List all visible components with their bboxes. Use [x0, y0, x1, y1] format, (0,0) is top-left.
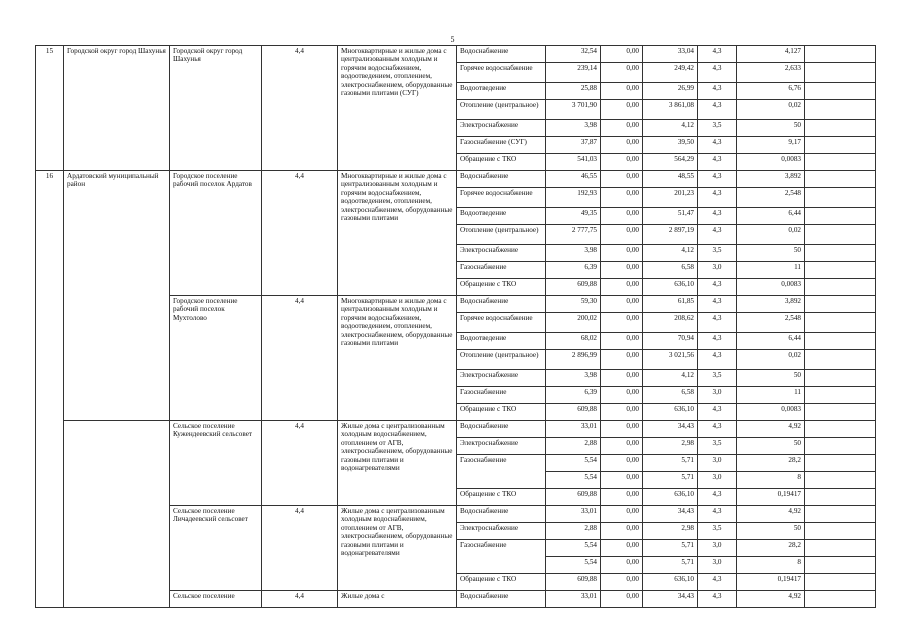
empty-cell [805, 523, 876, 540]
value-cell: 48,55 [643, 171, 698, 188]
settlement-cell: Сельское поселение Кужендеевский сельсовет [170, 421, 262, 506]
value-cell: 0,00 [601, 370, 643, 387]
empty-cell [805, 333, 876, 350]
value-cell: 3 701,90 [546, 100, 601, 120]
value-cell: 5,54 [546, 557, 601, 574]
value-cell: 0,02 [737, 350, 805, 370]
value-cell: 50 [737, 438, 805, 455]
value-cell: 4,3 [698, 225, 737, 245]
value-cell: 5,71 [643, 557, 698, 574]
value-cell: 208,62 [643, 313, 698, 333]
value-cell: 3,0 [698, 557, 737, 574]
value-cell: 2 896,99 [546, 350, 601, 370]
value-cell: 0,00 [601, 333, 643, 350]
value-cell: 3 021,56 [643, 350, 698, 370]
value-cell: 0,00 [601, 208, 643, 225]
empty-cell [805, 455, 876, 472]
value-cell: 4,3 [698, 333, 737, 350]
value-cell: 4,92 [737, 506, 805, 523]
value-cell: 3,5 [698, 120, 737, 137]
value-cell: 3,98 [546, 120, 601, 137]
value-cell: 33,01 [546, 506, 601, 523]
settlement-cell: Сельское поселение Личадеевский сельсовет [170, 506, 262, 591]
value-cell: 6,39 [546, 387, 601, 404]
value-cell: 6,58 [643, 387, 698, 404]
empty-cell [805, 279, 876, 296]
value-cell: 0,00 [601, 591, 643, 608]
value-cell: 249,42 [643, 63, 698, 83]
housing-cell: Многоквартирные и жилые дома с централизованным холодным и горячим водоснабжением, водоотведением, отоплением, электроснабжением, оборудованные газовыми плитами [338, 171, 457, 296]
value-cell: 4,3 [698, 208, 737, 225]
empty-cell [805, 137, 876, 154]
empty-cell [805, 370, 876, 387]
housing-cell: Жилые дома с централизованным холодным водоснабжением, отоплением от АГВ, электроснабжением, оборудованные газовыми плитами и водонагревателями [338, 421, 457, 506]
value-cell: 4,92 [737, 421, 805, 438]
value-cell: 61,85 [643, 296, 698, 313]
value-cell: 0,00 [601, 46, 643, 63]
value-cell: 4,3 [698, 591, 737, 608]
row-number: 15 [36, 46, 64, 171]
service-name: Обращение с ТКО [457, 279, 546, 296]
value-cell: 0,0083 [737, 154, 805, 171]
value-cell: 5,71 [643, 540, 698, 557]
value-cell: 0,00 [601, 63, 643, 83]
value-cell: 4,12 [643, 120, 698, 137]
value-cell: 0,00 [601, 489, 643, 506]
empty-cell [805, 313, 876, 333]
value-cell: 4,3 [698, 279, 737, 296]
value-cell: 0,00 [601, 472, 643, 489]
value-cell: 0,00 [601, 296, 643, 313]
value-cell: 4,3 [698, 489, 737, 506]
empty-cell [805, 421, 876, 438]
value-cell: 6,39 [546, 262, 601, 279]
value-cell: 636,10 [643, 574, 698, 591]
value-cell: 0,0083 [737, 279, 805, 296]
value-cell: 541,03 [546, 154, 601, 171]
value-cell: 6,44 [737, 208, 805, 225]
value-cell: 0,00 [601, 421, 643, 438]
value-cell: 239,14 [546, 63, 601, 83]
value-cell: 4,3 [698, 100, 737, 120]
value-cell: 68,02 [546, 333, 601, 350]
value-cell: 3,0 [698, 387, 737, 404]
empty-cell [805, 404, 876, 421]
value-cell: 0,00 [601, 540, 643, 557]
service-name: Отопление (центральное) [457, 350, 546, 370]
index-cell: 4,4 [262, 506, 338, 591]
service-name: Водоснабжение [457, 171, 546, 188]
value-cell: 50 [737, 370, 805, 387]
value-cell: 4,3 [698, 188, 737, 208]
value-cell: 37,87 [546, 137, 601, 154]
housing-cell: Многоквартирные и жилые дома с централизованным холодным и горячим водоснабжением, водоотведением, отоплением, электроснабжением, оборудованные газовыми плитами (СУГ) [338, 46, 457, 171]
value-cell: 3 861,08 [643, 100, 698, 120]
value-cell: 4,3 [698, 154, 737, 171]
value-cell: 192,93 [546, 188, 601, 208]
value-cell: 0,00 [601, 523, 643, 540]
value-cell: 51,47 [643, 208, 698, 225]
value-cell: 0,00 [601, 154, 643, 171]
value-cell: 609,88 [546, 574, 601, 591]
value-cell: 0,00 [601, 455, 643, 472]
service-name: Электроснабжение [457, 438, 546, 455]
value-cell: 4,3 [698, 421, 737, 438]
value-cell: 33,01 [546, 421, 601, 438]
empty-cell [805, 154, 876, 171]
value-cell: 34,43 [643, 591, 698, 608]
value-cell: 609,88 [546, 404, 601, 421]
value-cell: 2,548 [737, 313, 805, 333]
value-cell: 32,54 [546, 46, 601, 63]
value-cell: 5,54 [546, 455, 601, 472]
index-cell: 4,4 [262, 296, 338, 421]
settlement-cell: Городское поселение рабочий поселок Ардатов [170, 171, 262, 296]
value-cell: 2,548 [737, 188, 805, 208]
empty-cell [805, 506, 876, 523]
value-cell: 4,3 [698, 313, 737, 333]
value-cell: 4,92 [737, 591, 805, 608]
value-cell: 2,88 [546, 438, 601, 455]
empty-cell [805, 387, 876, 404]
index-cell: 4,4 [262, 171, 338, 296]
empty-cell [805, 574, 876, 591]
row-number: 16 [36, 171, 64, 608]
value-cell: 5,71 [643, 455, 698, 472]
settlement-cell: Сельское поселение [170, 591, 262, 608]
page-number: 5 [450, 35, 455, 44]
service-name: Водоснабжение [457, 591, 546, 608]
value-cell: 0,00 [601, 506, 643, 523]
value-cell: 0,00 [601, 387, 643, 404]
value-cell: 0,00 [601, 350, 643, 370]
value-cell: 5,54 [546, 540, 601, 557]
value-cell: 4,3 [698, 574, 737, 591]
value-cell: 49,35 [546, 208, 601, 225]
value-cell: 25,88 [546, 83, 601, 100]
value-cell: 70,94 [643, 333, 698, 350]
empty-cell [805, 350, 876, 370]
service-name: Обращение с ТКО [457, 154, 546, 171]
empty-cell [805, 120, 876, 137]
value-cell: 3,892 [737, 171, 805, 188]
value-cell: 11 [737, 387, 805, 404]
value-cell: 39,50 [643, 137, 698, 154]
value-cell: 6,76 [737, 83, 805, 100]
housing-cell: Многоквартирные и жилые дома с централизованным холодным и горячим водоснабжением, водоотведением, отоплением, электроснабжением, оборудованные газовыми плитами [338, 296, 457, 421]
value-cell: 0,00 [601, 188, 643, 208]
value-cell: 4,3 [698, 46, 737, 63]
value-cell: 636,10 [643, 489, 698, 506]
value-cell: 4,3 [698, 404, 737, 421]
service-name: Обращение с ТКО [457, 574, 546, 591]
value-cell: 0,19417 [737, 489, 805, 506]
value-cell: 3,98 [546, 245, 601, 262]
value-cell: 4,12 [643, 245, 698, 262]
value-cell: 2,98 [643, 438, 698, 455]
value-cell: 0,00 [601, 574, 643, 591]
value-cell: 0,00 [601, 83, 643, 100]
empty-cell [805, 296, 876, 313]
table-row [36, 171, 876, 188]
settlement-cell: Городское поселение рабочий поселок Мухтолово [170, 296, 262, 421]
value-cell: 0,00 [601, 100, 643, 120]
empty-cell [805, 540, 876, 557]
service-name: Электроснабжение [457, 523, 546, 540]
value-cell: 0,00 [601, 279, 643, 296]
value-cell: 3,0 [698, 262, 737, 279]
value-cell: 0,00 [601, 120, 643, 137]
service-name: Газоснабжение [457, 540, 546, 574]
value-cell: 0,00 [601, 404, 643, 421]
index-cell: 4,4 [262, 591, 338, 608]
service-name: Электроснабжение [457, 370, 546, 387]
value-cell: 50 [737, 245, 805, 262]
service-name: Водоотведение [457, 83, 546, 100]
empty-cell [805, 63, 876, 83]
service-name: Электроснабжение [457, 245, 546, 262]
value-cell: 4,3 [698, 63, 737, 83]
value-cell: 28,2 [737, 540, 805, 557]
value-cell: 2,633 [737, 63, 805, 83]
value-cell: 50 [737, 120, 805, 137]
tariff-table [35, 45, 876, 608]
value-cell: 636,10 [643, 404, 698, 421]
value-cell: 0,00 [601, 313, 643, 333]
service-name: Газоснабжение [457, 387, 546, 404]
value-cell: 3,5 [698, 370, 737, 387]
value-cell: 6,58 [643, 262, 698, 279]
value-cell: 34,43 [643, 421, 698, 438]
value-cell: 564,29 [643, 154, 698, 171]
district-cell-empty [64, 421, 170, 608]
value-cell: 46,55 [546, 171, 601, 188]
value-cell: 200,02 [546, 313, 601, 333]
value-cell: 4,12 [643, 370, 698, 387]
value-cell: 609,88 [546, 279, 601, 296]
value-cell: 2,98 [643, 523, 698, 540]
service-name: Горячее водоснабжение [457, 63, 546, 83]
value-cell: 3,5 [698, 438, 737, 455]
service-name: Электроснабжение [457, 120, 546, 137]
value-cell: 3,98 [546, 370, 601, 387]
value-cell: 4,3 [698, 137, 737, 154]
value-cell: 6,44 [737, 333, 805, 350]
value-cell: 28,2 [737, 455, 805, 472]
value-cell: 2 897,19 [643, 225, 698, 245]
value-cell: 3,5 [698, 523, 737, 540]
value-cell: 50 [737, 523, 805, 540]
value-cell: 0,02 [737, 225, 805, 245]
index-cell: 4,4 [262, 421, 338, 506]
service-name: Горячее водоснабжение [457, 188, 546, 208]
housing-cell: Жилые дома с централизованным холодным водоснабжением, отоплением от АГВ, электроснабжением, оборудованные газовыми плитами и водонагревателями [338, 506, 457, 591]
value-cell: 3,0 [698, 472, 737, 489]
service-name: Водоснабжение [457, 46, 546, 63]
service-name: Отопление (центральное) [457, 225, 546, 245]
value-cell: 4,3 [698, 296, 737, 313]
value-cell: 59,30 [546, 296, 601, 313]
value-cell: 0,00 [601, 245, 643, 262]
table-row [36, 46, 876, 63]
value-cell: 4,3 [698, 83, 737, 100]
service-name: Водоснабжение [457, 506, 546, 523]
value-cell: 4,3 [698, 171, 737, 188]
value-cell: 0,00 [601, 557, 643, 574]
empty-cell [805, 557, 876, 574]
value-cell: 3,0 [698, 540, 737, 557]
value-cell: 0,00 [601, 225, 643, 245]
district-cell: Ардатовский муниципальный район [64, 171, 170, 421]
empty-cell [805, 591, 876, 608]
service-name: Газоснабжение (СУГ) [457, 137, 546, 154]
housing-cell: Жилые дома с [338, 591, 457, 608]
service-name: Водоснабжение [457, 421, 546, 438]
value-cell: 11 [737, 262, 805, 279]
empty-cell [805, 262, 876, 279]
empty-cell [805, 438, 876, 455]
service-name: Горячее водоснабжение [457, 313, 546, 333]
value-cell: 0,00 [601, 262, 643, 279]
value-cell: 5,71 [643, 472, 698, 489]
empty-cell [805, 208, 876, 225]
empty-cell [805, 100, 876, 120]
empty-cell [805, 83, 876, 100]
value-cell: 2,88 [546, 523, 601, 540]
empty-cell [805, 188, 876, 208]
value-cell: 3,5 [698, 245, 737, 262]
value-cell: 34,43 [643, 506, 698, 523]
value-cell: 0,19417 [737, 574, 805, 591]
service-name: Обращение с ТКО [457, 404, 546, 421]
service-name: Водоснабжение [457, 296, 546, 313]
service-name: Отопление (центральное) [457, 100, 546, 120]
empty-cell [805, 472, 876, 489]
table-row [36, 421, 876, 438]
value-cell: 3,0 [698, 455, 737, 472]
value-cell: 0,00 [601, 438, 643, 455]
service-name: Водоотведение [457, 208, 546, 225]
value-cell: 8 [737, 557, 805, 574]
value-cell: 4,3 [698, 350, 737, 370]
value-cell: 201,23 [643, 188, 698, 208]
value-cell: 636,10 [643, 279, 698, 296]
empty-cell [805, 489, 876, 506]
value-cell: 609,88 [546, 489, 601, 506]
value-cell: 0,02 [737, 100, 805, 120]
value-cell: 4,3 [698, 506, 737, 523]
empty-cell [805, 171, 876, 188]
value-cell: 4,127 [737, 46, 805, 63]
district-cell: Городской округ город Шахунья [64, 46, 170, 171]
service-name: Газоснабжение [457, 455, 546, 489]
empty-cell [805, 225, 876, 245]
value-cell: 3,892 [737, 296, 805, 313]
value-cell: 9,17 [737, 137, 805, 154]
value-cell: 33,04 [643, 46, 698, 63]
settlement-cell: Городской округ город Шахунья [170, 46, 262, 171]
value-cell: 0,0083 [737, 404, 805, 421]
index-cell: 4,4 [262, 46, 338, 171]
empty-cell [805, 245, 876, 262]
value-cell: 0,00 [601, 171, 643, 188]
value-cell: 2 777,75 [546, 225, 601, 245]
empty-cell [805, 46, 876, 63]
value-cell: 26,99 [643, 83, 698, 100]
value-cell: 5,54 [546, 472, 601, 489]
value-cell: 33,01 [546, 591, 601, 608]
value-cell: 8 [737, 472, 805, 489]
service-name: Обращение с ТКО [457, 489, 546, 506]
service-name: Газоснабжение [457, 262, 546, 279]
value-cell: 0,00 [601, 137, 643, 154]
service-name: Водоотведение [457, 333, 546, 350]
